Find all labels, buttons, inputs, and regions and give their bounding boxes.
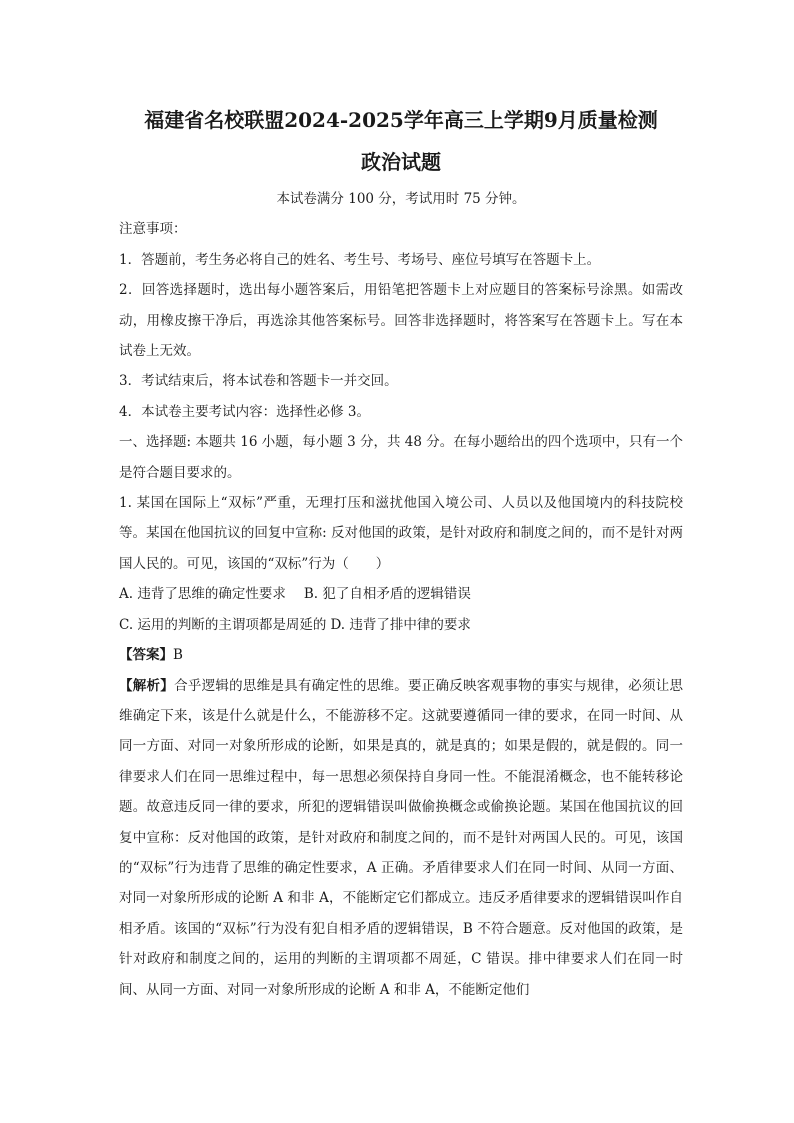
answer-value: B bbox=[173, 647, 183, 664]
option-c: C. 运用的判断的主谓项都是周延的 bbox=[119, 616, 327, 633]
answer-label: 【答案】 bbox=[119, 647, 173, 664]
option-a: A. 违背了思维的确定性要求 bbox=[119, 586, 286, 603]
question-1-options-row-2 bbox=[119, 610, 683, 640]
document-title: 福建省名校联盟2024-2025学年高三上学期9月质量检测 bbox=[144, 108, 658, 132]
notice-item-1: 1．答题前，考生务必将自己的姓名、考生号、考场号、座位号填写在答题卡上。 bbox=[119, 251, 601, 268]
document-page bbox=[119, 98, 683, 1005]
analysis-paragraph bbox=[119, 671, 683, 1005]
notice-item-4: 4．本试卷主要考试内容：选择性必修 3。 bbox=[119, 403, 370, 420]
document-subtitle: 政治试题 bbox=[361, 150, 441, 174]
notice-item-2: 2．回答选择题时，选出每小题答案后，用铅笔把答题卡上对应题目的答案标号涂黑。如需改动，用橡皮擦干净后，再选涂其他答案标号。回答非选择题时，将答案写在答题卡上。写在本试卷上无效。 bbox=[119, 282, 683, 360]
question-1-stem: 1. 某国在国际上“双标”严重，无理打压和滋扰他国入境公司、人员以及他国境内的科技院校等。某国在他国抗议的回复中宣称: 反对他国的政策，是针对政府和制度之间的，而不是针对两国人民的。可见，该国的“双标”行为（ ） bbox=[119, 495, 683, 572]
notice-item-3: 3．考试结束后，将本试卷和答题卡一并交回。 bbox=[119, 373, 398, 390]
analysis-text: 合乎逻辑的思维是具有确定性的思维。要正确反映客观事物的事实与规律，必须让思维确定下来，该是什么就是什么，不能游移不定。这就要遵循同一律的要求，在同一时间、从同一方面、对同一对象所形成的论断，如果是真的，就是真的；如果是假的，就是假的。同一律要求人们在同一思维过程中，每一思想必须保持自身同一性。不能混淆概念，也不能转移论题。故意违反同一律的要求，所犯的逻辑错误叫做偷换概念或偷换论题。某国在他国抗议的回复中宣称：反对他国的政策，是针对政府和制度之间的，而不是针对两国人民的。可见，该国的“双标”行为违背了思维的确定性要求，A 正确。矛盾律要求人们在同一时间、从同一方面、对同一对象所形成的论断 A 和非 A，不能断定它们都成立。违反矛盾律要求的逻辑错误叫作自相矛盾。该国的“双标”行为没有犯自相矛盾的逻辑错误，B 不符合题意。反对他国的政策，是针对政府和制度之间的，运用的判断的主谓项都不周延，C 错误。排中律要求人们在同一时间、从同一方面、对同一对象所形成的论断 A 和非 A，不能断定他们 bbox=[119, 677, 684, 998]
section-heading: 一、选择题: 本题共 16 小题，每小题 3 分，共 48 分。在每小题给出的四个选项中，只有一个是符合题目要求的。 bbox=[119, 434, 683, 481]
score-info: 本试卷满分 100 分，考试用时 75 分钟。 bbox=[276, 191, 526, 207]
analysis-label: 【解析】 bbox=[119, 677, 175, 694]
option-b: B. 犯了自相矛盾的逻辑错误 bbox=[303, 586, 471, 603]
notice-heading: 注意事项： bbox=[119, 221, 187, 238]
option-d: D. 违背了排中律的要求 bbox=[330, 616, 471, 633]
question-1-options-row-1 bbox=[119, 579, 683, 609]
answer-line bbox=[119, 640, 683, 670]
